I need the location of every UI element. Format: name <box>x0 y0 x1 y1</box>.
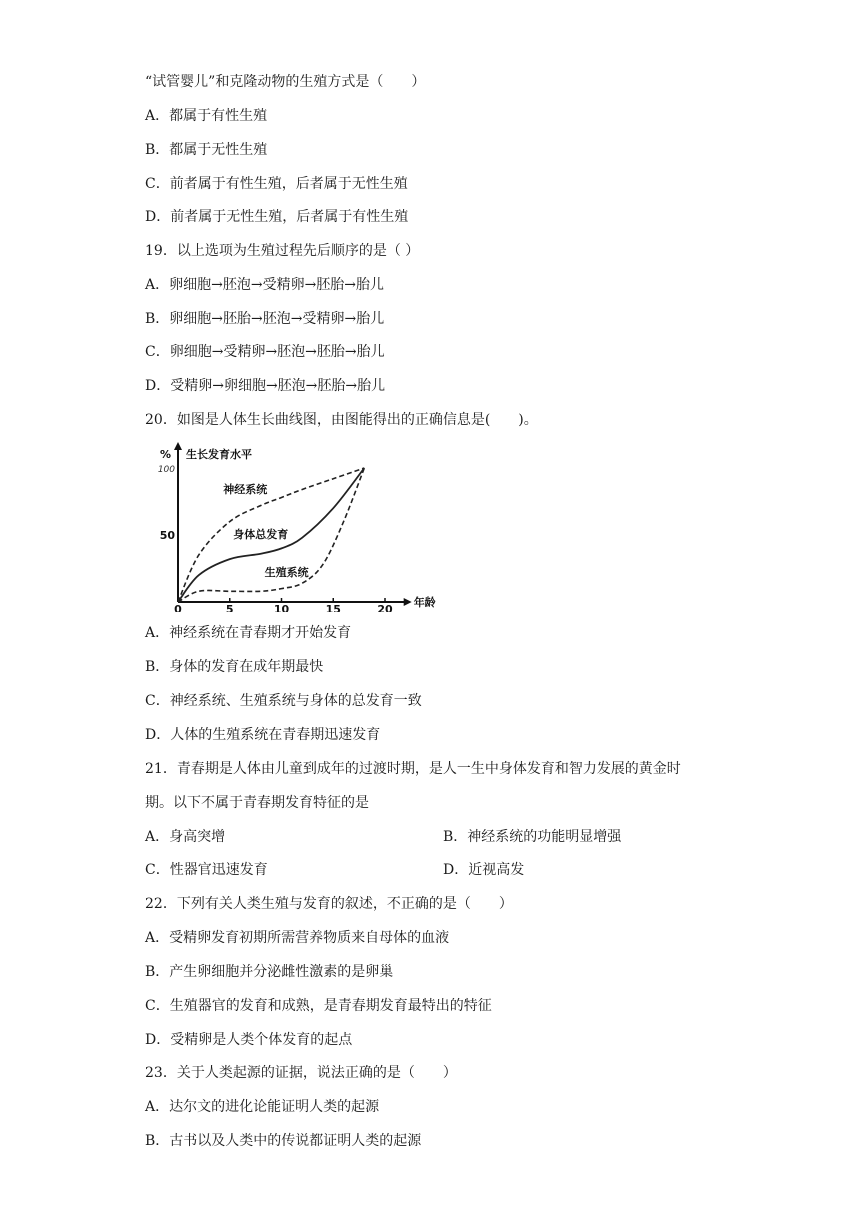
q18-option-d: D．前者属于无性生殖，后者属于有性生殖 <box>145 209 409 225</box>
q19-option-c: C．卵细胞→受精卵→胚泡→胚胎→胎儿 <box>145 344 385 360</box>
x-tick-label: 5 <box>225 603 234 612</box>
chart-axes <box>174 442 412 606</box>
q18-option-a: A．都属于有性生殖 <box>145 108 268 124</box>
x-axis-arrow <box>404 598 412 606</box>
series-total-body-label: 身体总发育 <box>233 528 289 541</box>
q20-stem: 20．如图是人体生长曲线图，由图能得出的正确信息是( )。 <box>145 412 538 428</box>
q20-option-d: D．人体的生殖系统在青春期迅速发育 <box>145 727 381 743</box>
q19-option-d: D．受精卵→卵细胞→胚泡→胚胎→胎儿 <box>145 378 386 394</box>
q20-option-a: A．神经系统在青春期才开始发育 <box>145 625 352 641</box>
growth-curve-chart <box>150 440 440 612</box>
y-tick-label-100: 100 <box>157 465 175 475</box>
x-tick-label: 15 <box>325 603 341 612</box>
y-axis-arrow <box>174 442 182 450</box>
q20-option-c: C．神经系统、生殖系统与身体的总发育一致 <box>145 693 422 709</box>
q21-option-b: B．神经系统的功能明显增强 <box>443 829 622 845</box>
q21-option-c: C．性器官迅速发育 <box>145 862 268 878</box>
q22-option-d: D．受精卵是人类个体发育的起点 <box>145 1032 353 1048</box>
q23-option-b: B．古书以及人类中的传说都证明人类的起源 <box>145 1133 422 1149</box>
x-tick-label: 0 <box>174 603 182 612</box>
q18-option-b: B．都属于无性生殖 <box>145 142 268 158</box>
q18-option-c: C．前者属于有性生殖，后者属于无性生殖 <box>145 176 408 192</box>
q22-option-c: C．生殖器官的发育和成熟，是青春期发育最特出的特征 <box>145 998 492 1014</box>
y-axis-unit: % <box>160 448 172 461</box>
x-axis-title: 年龄 <box>413 596 436 609</box>
q23-option-a: A．达尔文的进化论能证明人类的起源 <box>145 1099 380 1115</box>
q22-option-a: A．受精卵发育初期所需营养物质来自母体的血液 <box>145 930 450 946</box>
series-nervous-system-label: 神经系统 <box>223 483 268 496</box>
q21-option-d: D．近视高发 <box>443 862 525 878</box>
q21-stem-line2: 期。以下不属于青春期发育特征的是 <box>145 795 369 811</box>
y-tick-label-50: 50 <box>159 529 175 542</box>
x-tick-label: 20 <box>377 603 393 612</box>
y-axis-title: 生长发育水平 <box>186 448 252 461</box>
q20-option-b: B．身体的发育在成年期最快 <box>145 659 324 675</box>
q23-stem: 23．关于人类起源的证据，说法正确的是（ ） <box>145 1065 457 1081</box>
q22-stem: 22．下列有关人类生殖与发育的叙述，不正确的是（ ） <box>145 896 513 912</box>
q21-stem-line1: 21．青春期是人体由儿童到成年的过渡时期，是人一生中身体发育和智力发展的黄金时 <box>145 761 681 777</box>
q19-stem: 19．以上选项为生殖过程先后顺序的是（ ） <box>145 243 420 259</box>
q22-option-b: B．产生卵细胞并分泌雌性激素的是卵巢 <box>145 964 394 980</box>
q18-stem: “试管婴儿”和克隆动物的生殖方式是（ ） <box>145 74 426 90</box>
series-reproductive-system-label: 生殖系统 <box>264 566 309 579</box>
chart-labels <box>158 447 436 612</box>
q19-option-b: B．卵细胞→胚胎→胚泡→受精卵→胎儿 <box>145 311 385 327</box>
q21-option-a: A．身高突增 <box>145 829 226 845</box>
x-tick-label: 10 <box>273 603 290 612</box>
q19-option-a: A．卵细胞→胚泡→受精卵→胚胎→胎儿 <box>145 277 385 293</box>
